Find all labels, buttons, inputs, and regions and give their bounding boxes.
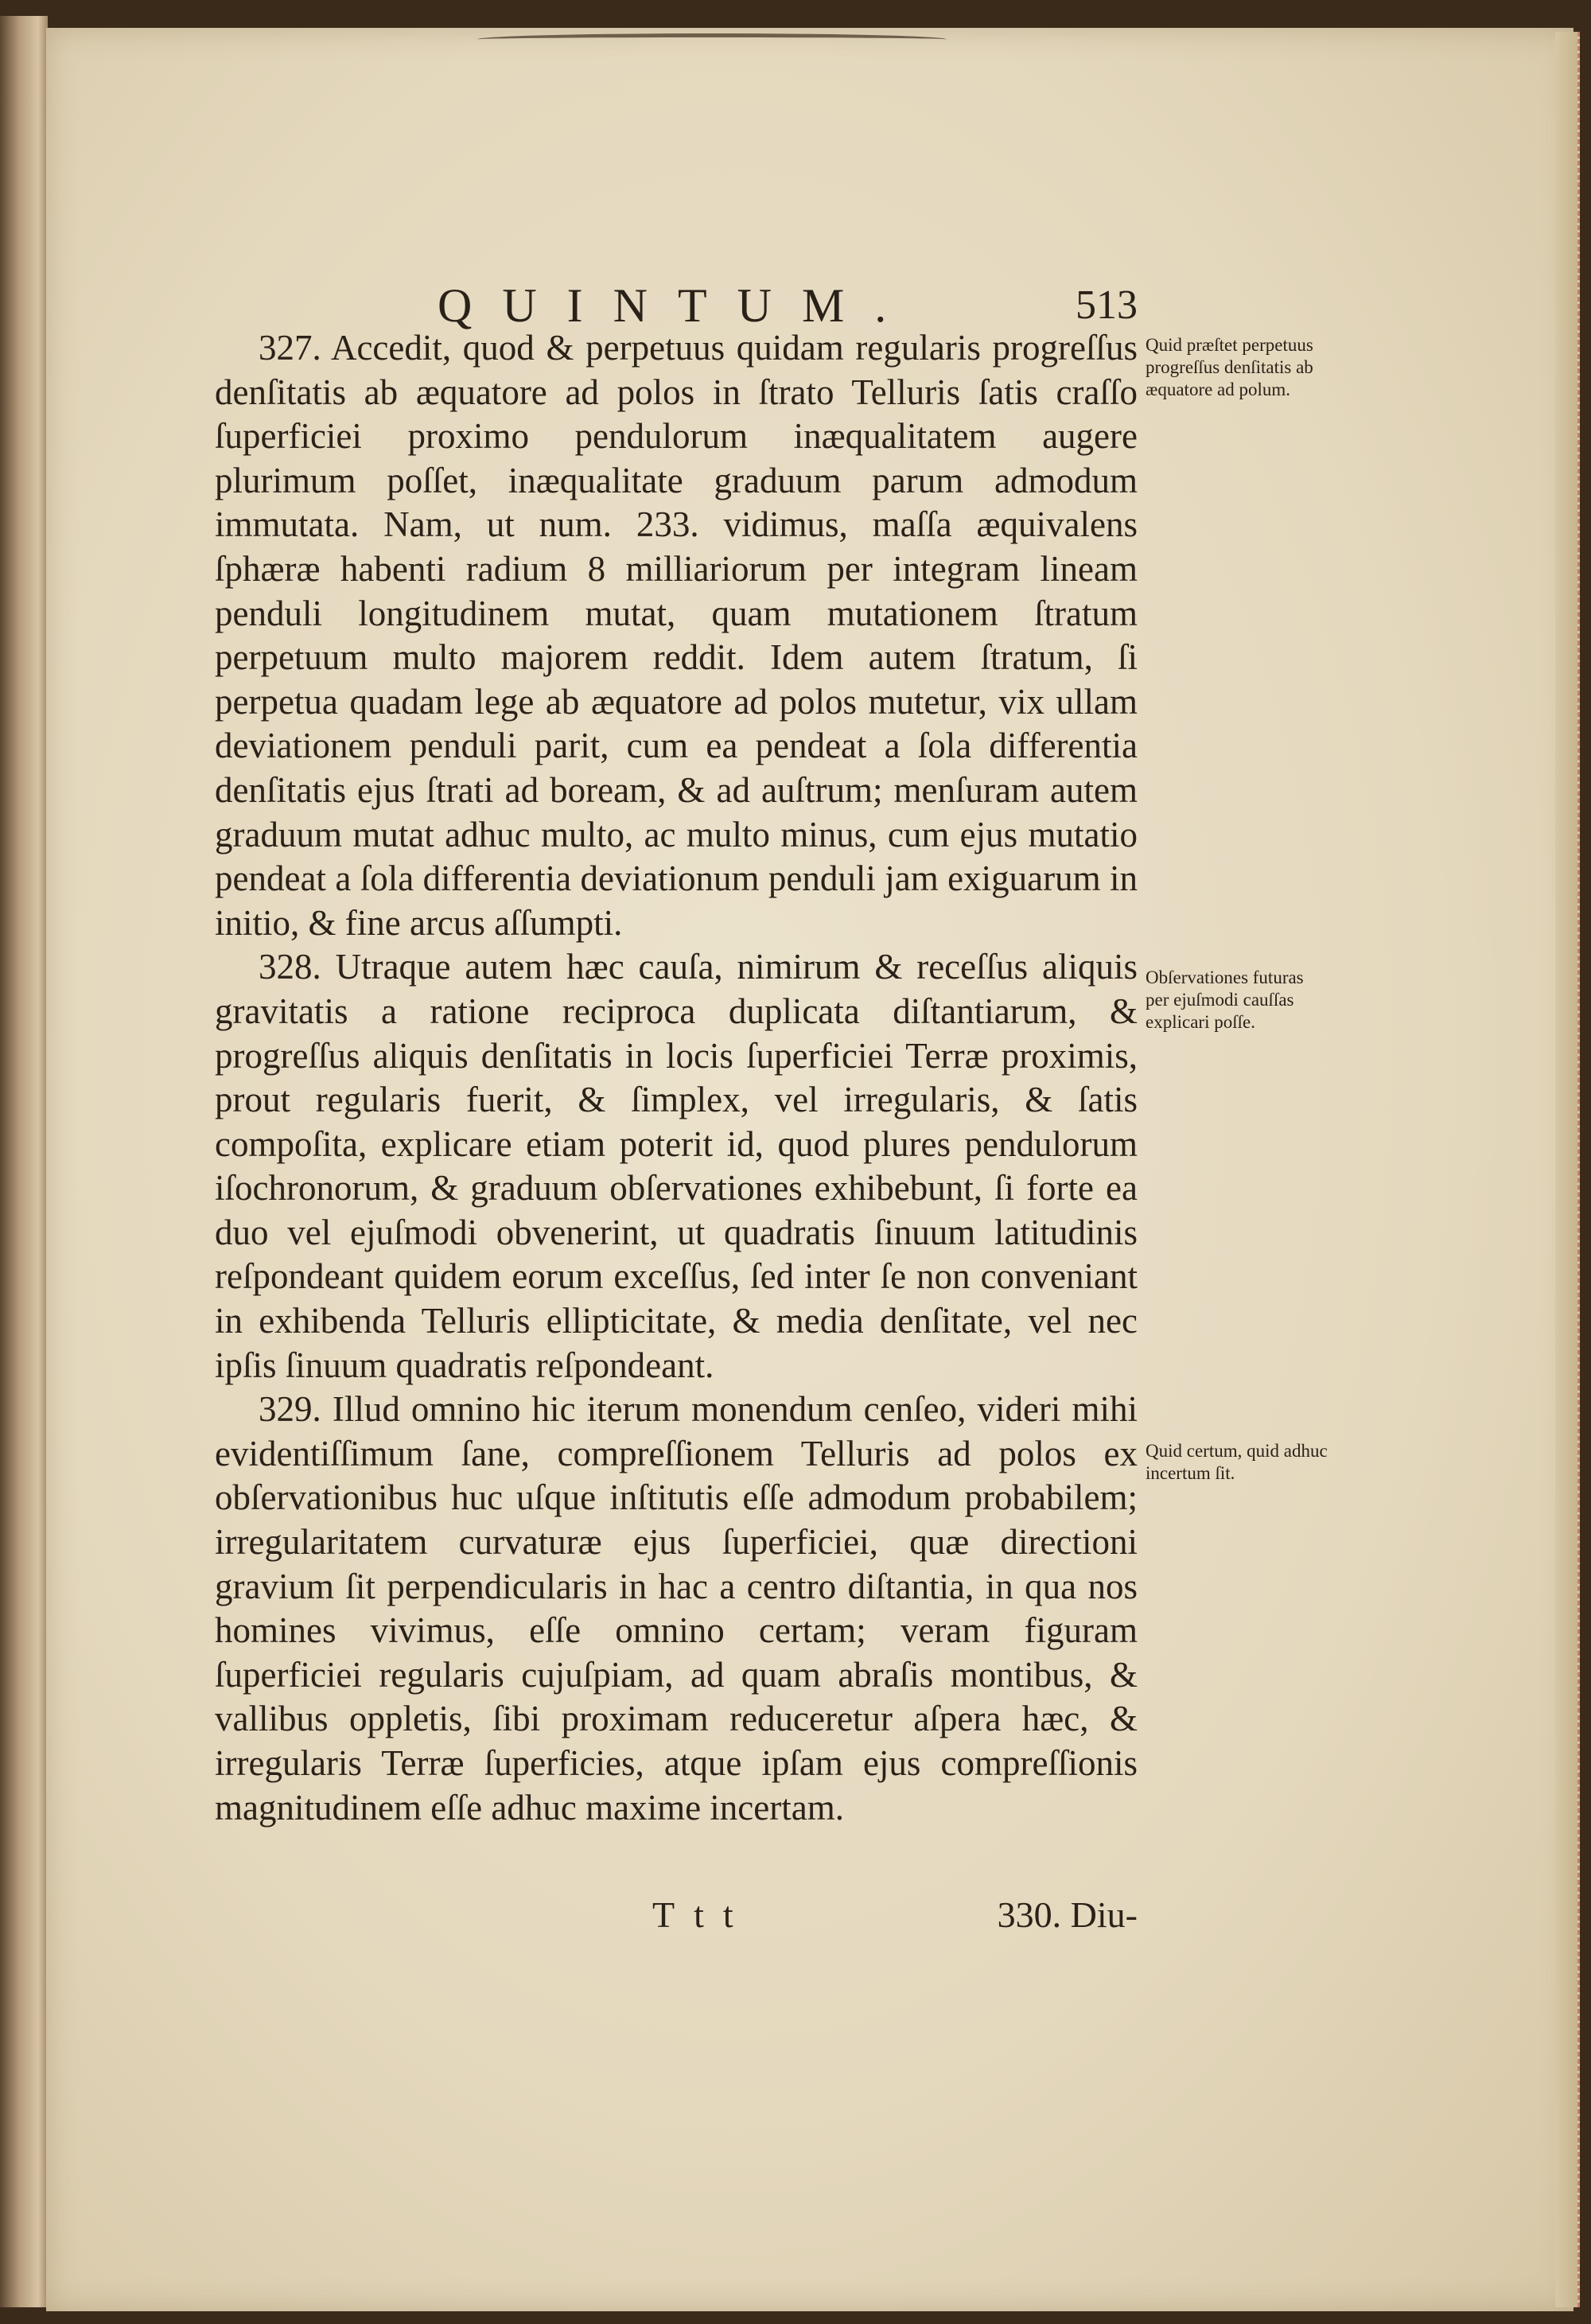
main-text <box>215 326 1138 1830</box>
paragraph-327: 327. Accedit, quod & perpetuus quidam regularis progreſſus denſitatis ab æquatore ad polos in ſtrato Telluris ſatis craſſo ſuperficiei proximo pendulorum inæqualitatem augere plurimum poſſet, inæqualitate graduum parum admodum immutata. Nam, ut num. 233. vidimus, maſſa æquivalens ſphæræ habenti radium 8 milliariorum per integram lineam penduli longitudinem mutat, quam mutationem ſtratum perpetuum multo majorem reddit. Idem autem ſtratum, ſi perpetua quadam lege ab æquatore ad polos mutetur, vix ullam deviationem penduli parit, cum ea pendeat a ſola differentia denſitatis ejus ſtrati ad boream, & ad auſtrum; menſuram autem graduum mutat adhuc multo, ac multo minus, cum ejus mutatio pendeat a ſola differentia deviationum penduli jam exiguarum in initio, & fine arcus aſſumpti. <box>215 328 1138 943</box>
signature-mark: Ttt <box>652 1894 753 1935</box>
running-head: QUINTUM. <box>438 279 917 332</box>
page-footer <box>215 1894 1138 1941</box>
page-top-mark <box>477 33 947 45</box>
paragraph-329: 329. Illud omnino hic iterum monendum cenſeo, videri mihi evidentiſſimum ſane, compreſſionem Telluris ad polos ex obſervationibus huc uſque inſtitutis eſſe admodum probabilem; irregularitatem curvaturæ ejus ſuperficiei, quæ directioni gravium ſit perpendicularis in hac a centro diſtantia, in qua nos homines vivimus, eſſe omnino certam; veram figuram ſuperficiei regularis cujuſpiam, ad quam abraſis montibus, & vallibus oppletis, ſibi proximam reduceretur aſpera hæc, & irregularis Terræ ſuperficies, atque ipſam ejus compreſſionis magnitudinem eſſe adhuc maxime incertam. <box>215 1389 1138 1828</box>
page-number: 513 <box>1076 282 1138 328</box>
page-fore-edge <box>1555 32 1580 2307</box>
margin-note-327: Quid præſtet perpetuus progreſſus denſitatis ab æquatore ad polum. <box>1146 335 1313 399</box>
paragraph-328: 328. Utraque autem hæc cauſa, nimirum & receſſus aliquis gravitatis a ratione reciproca duplicata diſtantiarum, & progreſſus aliquis denſitatis in locis ſuperficiei Terræ proximis, prout regularis fuerit, & ſimplex, vel irregularis, & ſatis compoſita, explicare etiam poterit id, quod plures pendulorum iſochronorum, & graduum obſervationes exhibebunt, ſi forte ea duo vel ejuſmodi obvenerint, ut quadratis ſinuum latitudinis reſpondeant quidem eorum exceſſus, ſed inter ſe non conveniant in exhibenda Telluris ellipticitate, & media denſitate, vel nec ipſis ſinuum quadratis reſpondeant. <box>215 947 1138 1385</box>
margin-note-329: Quid certum, quid adhuc incertum ſit. <box>1146 1441 1328 1483</box>
margin-note-328: Obſervationes futuras per ejuſmodi cauſſas explicari poſſe. <box>1146 967 1304 1032</box>
left-page-edge <box>0 16 48 2307</box>
catchword: 330. Diu- <box>997 1894 1138 1935</box>
